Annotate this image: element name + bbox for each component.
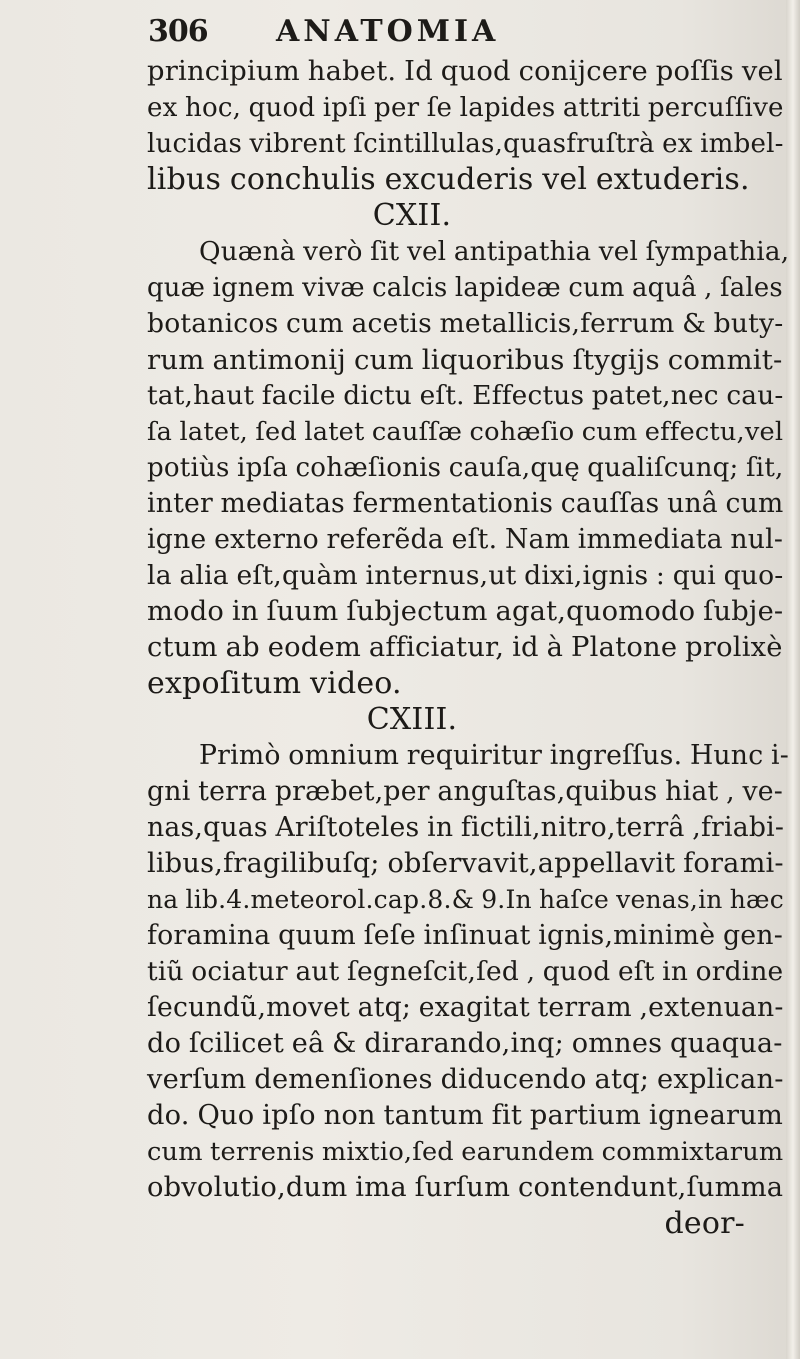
text-line: Primò omnium requiritur ingreſſus. Hunc i- xyxy=(199,740,789,771)
text-line: ctum ab eodem afficiatur, id à Platone prolixè xyxy=(147,632,783,663)
text-line: expoſitum video. xyxy=(147,666,402,701)
text-line: verſum demenſiones diducendo atq; explican- xyxy=(147,1064,784,1095)
text-line: ex hoc, quod ipſi per ſe lapides attriti percuſſive xyxy=(147,93,784,123)
page-number: 306 xyxy=(148,14,208,49)
text-line: inter mediatas fermentationis cauſſas unâ cum xyxy=(147,488,784,519)
text-line: la alia eſt,quàm internus,ut dixi,ignis : qui quo- xyxy=(147,560,784,591)
text-line: igne externo referẽda eſt. Nam immediata nul- xyxy=(147,524,784,555)
text-line: tiũ ociatur aut ſegneſcit,ſed , quod eſt in ordine xyxy=(147,956,784,987)
body-text xyxy=(147,54,790,1242)
text-line: lucidas vibrent ſcintillulas,quasfruſtrà ex imbel- xyxy=(147,129,784,159)
text-line: gni terra præbet,per anguſtas,quibus hiat , ve- xyxy=(147,776,784,807)
text-line: rum antimonij cum liquoribus ſtygijs commit- xyxy=(147,344,783,376)
section-heading-cxiii: CXIII. xyxy=(366,702,458,737)
text-line: ſecundũ,movet atq; exagitat terram ,extenuan- xyxy=(147,992,784,1023)
text-line: do. Quo ipſo non tantum fit partium ignearum xyxy=(147,1100,784,1131)
text-line: nas,quas Ariſtoteles in fictili,nitro,terrâ ,friabi- xyxy=(147,812,785,843)
page-edge xyxy=(786,0,800,1359)
text-line: na lib.4.meteorol.cap.8.& 9.In haſce venas,in hæc xyxy=(147,885,784,914)
section-heading-cxii: CXII. xyxy=(372,198,452,233)
text-line: obvolutio,dum ima ſurſum contendunt,ſumma xyxy=(147,1172,784,1203)
text-line: modo in ſuum ſubjectum agat,quomodo ſubje- xyxy=(147,596,784,627)
text-line: botanicos cum acetis metallicis,ferrum & buty- xyxy=(147,308,784,339)
page-header xyxy=(148,10,788,50)
text-line: principium habet. Id quod conijcere poſſis vel xyxy=(147,56,783,87)
text-line: quæ ignem vivæ calcis lapideæ cum aquâ , ſales xyxy=(147,273,783,303)
running-title: ANATOMIA xyxy=(276,14,500,49)
text-line: libus conchulis excuderis vel extuderis. xyxy=(147,162,750,197)
text-line: ſa latet, ſed latet cauſſæ cohæſio cum effectu,vel xyxy=(147,417,784,447)
catchword: deor- xyxy=(664,1206,745,1241)
text-line: do ſcilicet eâ & dirarando,inq; omnes quaqua- xyxy=(147,1028,783,1059)
text-line: cum terrenis mixtio,ſed earundem commixtarum xyxy=(147,1137,784,1167)
text-line: Quænà verò ſit vel antipathia vel ſympathia, xyxy=(199,237,790,267)
text-line: libus,fragilibuſq; obſervavit,appellavit forami- xyxy=(147,848,784,879)
text-line: tat,haut facile dictu eſt. Effectus patet,nec cau- xyxy=(147,381,784,411)
text-line: potiùs ipſa cohæſionis cauſa,quę qualiſcunq; ſit, xyxy=(147,453,784,483)
text-line: foramina quum ſeſe inſinuat ignis,minimè gen- xyxy=(147,920,783,951)
